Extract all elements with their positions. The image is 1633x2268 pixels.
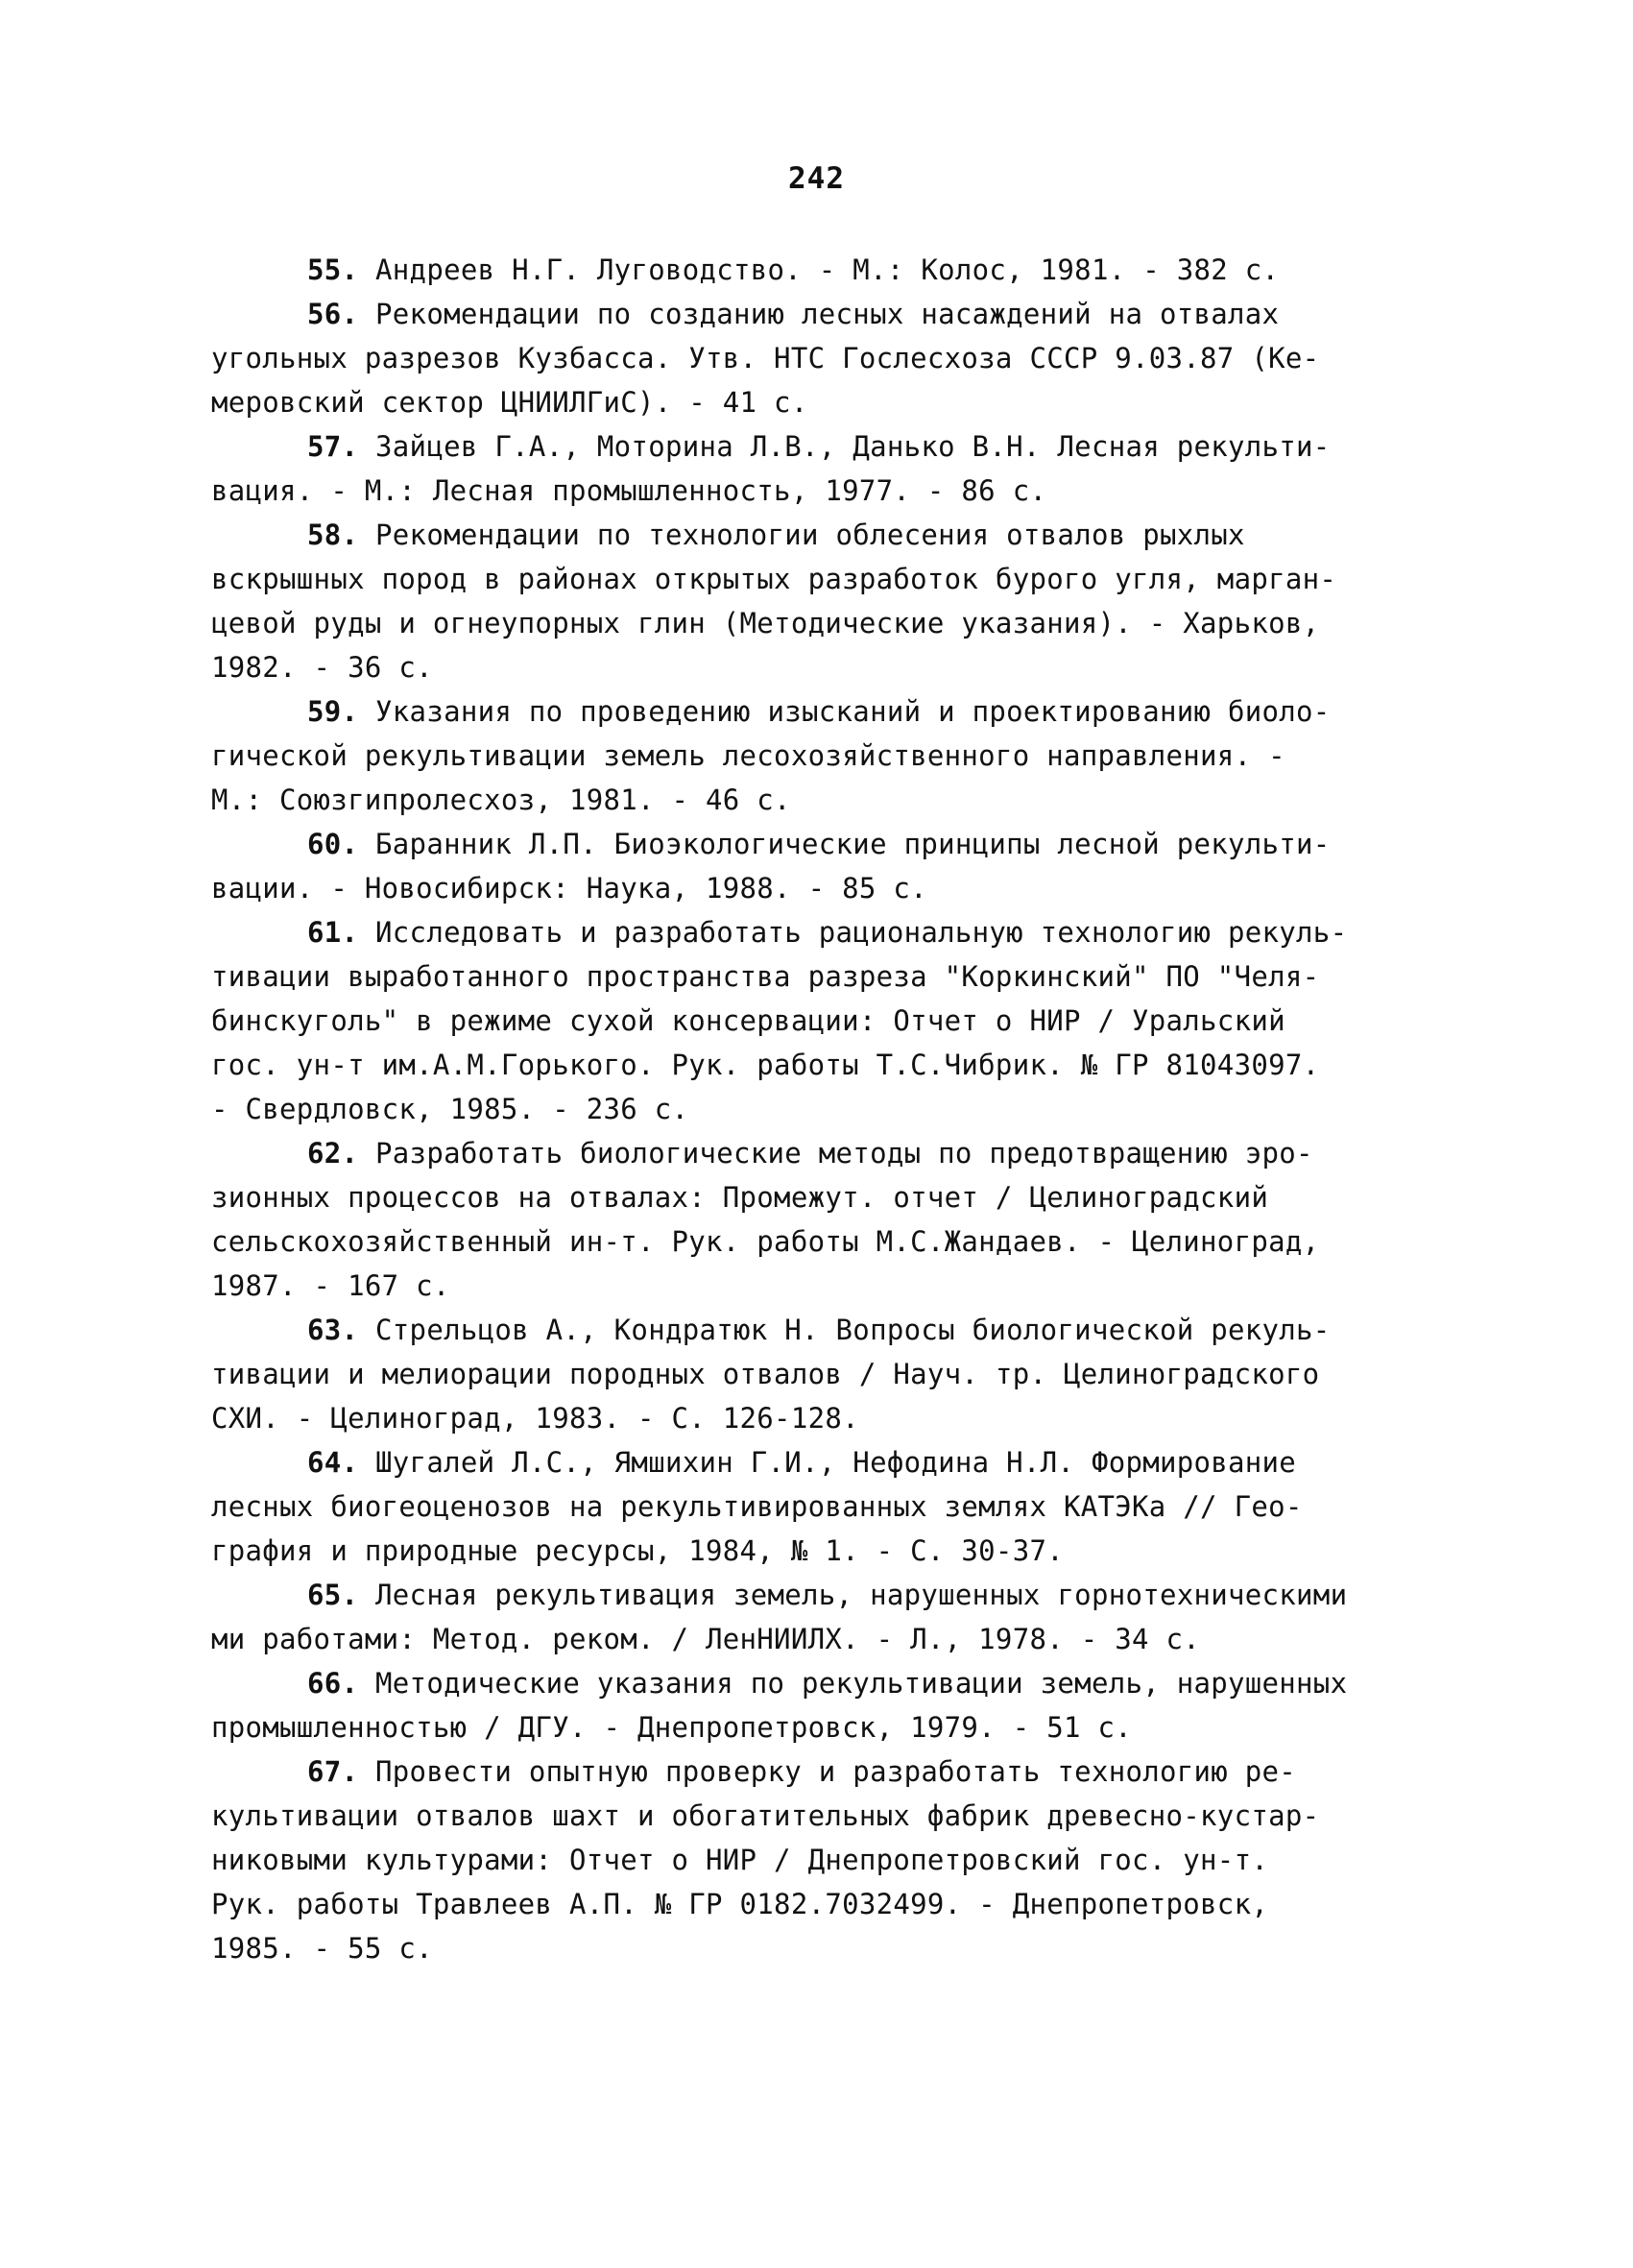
reference-line: сельскохозяйственный ин-т. Рук. работы М.С.Жандаев. - Целиноград, bbox=[211, 1225, 1320, 1258]
reference-line: 63. Стрельцов А., Кондратюк Н. Вопросы биологической рекуль- bbox=[307, 1314, 1331, 1346]
reference-line: М.: Союзгипролесхоз, 1981. - 46 с. bbox=[211, 784, 791, 816]
reference-number: 58. bbox=[307, 519, 359, 551]
reference-line: тивации выработанного пространства разреза "Коркинский" ПО "Челя- bbox=[211, 960, 1320, 993]
reference-number: 62. bbox=[307, 1137, 359, 1170]
reference-line: 61. Исследовать и разработать рациональную технологию рекуль- bbox=[307, 916, 1348, 949]
reference-line: 57. Зайцев Г.А., Моторина Л.В., Данько В.Н. Лесная рекульти- bbox=[307, 430, 1331, 463]
reference-line: 65. Лесная рекультивация земель, нарушенных горнотехническими bbox=[307, 1579, 1348, 1611]
reference-number: 64. bbox=[307, 1446, 359, 1479]
reference-line: 60. Баранник Л.П. Биоэкологические принципы лесной рекульти- bbox=[307, 828, 1331, 860]
reference-59 bbox=[211, 689, 1459, 822]
reference-line: цевой руды и огнеупорных глин (Методические указания). - Харьков, bbox=[211, 607, 1320, 639]
reference-line: 62. Разработать биологические методы по предотвращению эро- bbox=[307, 1137, 1313, 1170]
reference-number: 67. bbox=[307, 1755, 359, 1788]
reference-line: гос. ун-т им.А.М.Горького. Рук. работы Т.С.Чибрик. № ГР 81043097. bbox=[211, 1049, 1320, 1081]
reference-line: 67. Провести опытную проверку и разработать технологию ре- bbox=[307, 1755, 1297, 1788]
reference-line: зионных процессов на отвалах: Промежут. отчет / Целиноградский bbox=[211, 1181, 1269, 1214]
reference-64 bbox=[211, 1440, 1459, 1573]
reference-57 bbox=[211, 424, 1459, 513]
reference-63 bbox=[211, 1308, 1459, 1440]
reference-line: гической рекультивации земель лесохозяйственного направления. - bbox=[211, 739, 1285, 772]
reference-list bbox=[211, 248, 1459, 1970]
reference-line: культивации отвалов шахт и обогатительных фабрик древесно-кустар- bbox=[211, 1799, 1320, 1832]
reference-line: бинскуголь" в режиме сухой консервации: Отчет о НИР / Уральский bbox=[211, 1004, 1285, 1037]
reference-62 bbox=[211, 1131, 1459, 1308]
reference-line: промышленностью / ДГУ. - Днепропетровск, 1979. - 51 с. bbox=[211, 1711, 1133, 1744]
reference-line: 1982. - 36 с. bbox=[211, 651, 433, 684]
reference-line: 66. Методические указания по рекультивации земель, нарушенных bbox=[307, 1667, 1348, 1700]
reference-58 bbox=[211, 513, 1459, 689]
reference-line: Рук. работы Травлеев А.П. № ГР 0182.7032499. - Днепропетровск, bbox=[211, 1888, 1269, 1920]
page-number: 242 bbox=[788, 161, 845, 196]
reference-line: 55. Андреев Н.Г. Луговодство. - М.: Колос, 1981. - 382 с. bbox=[307, 253, 1280, 286]
reference-number: 65. bbox=[307, 1579, 359, 1611]
reference-number: 61. bbox=[307, 916, 359, 949]
reference-65 bbox=[211, 1573, 1459, 1661]
reference-line: меровский сектор ЦНИИЛГиС). - 41 с. bbox=[211, 386, 808, 419]
reference-line: 64. Шугалей Л.С., Ямшихин Г.И., Нефодина Н.Л. Формирование bbox=[307, 1446, 1297, 1479]
reference-number: 60. bbox=[307, 828, 359, 860]
reference-56 bbox=[211, 292, 1459, 424]
reference-line: 56. Рекомендации по созданию лесных насаждений на отвалах bbox=[307, 298, 1280, 330]
reference-66 bbox=[211, 1661, 1459, 1749]
reference-line: угольных разрезов Кузбасса. Утв. НТС Гослесхоза СССР 9.03.87 (Ке- bbox=[211, 342, 1320, 374]
reference-line: 58. Рекомендации по технологии облесения отвалов рыхлых bbox=[307, 519, 1245, 551]
reference-line: вскрышных пород в районах открытых разработок бурого угля, марган- bbox=[211, 563, 1337, 595]
reference-number: 66. bbox=[307, 1667, 359, 1700]
reference-line: 1985. - 55 с. bbox=[211, 1932, 433, 1965]
reference-67 bbox=[211, 1749, 1459, 1970]
reference-line: СХИ. - Целиноград, 1983. - С. 126-128. bbox=[211, 1402, 859, 1435]
reference-number: 59. bbox=[307, 695, 359, 728]
reference-line: вация. - М.: Лесная промышленность, 1977. - 86 с. bbox=[211, 474, 1047, 507]
reference-line: ми работами: Метод. реком. / ЛенНИИЛХ. - Л., 1978. - 34 с. bbox=[211, 1623, 1201, 1655]
reference-60 bbox=[211, 822, 1459, 910]
reference-line: 59. Указания по проведению изысканий и проектированию биоло- bbox=[307, 695, 1331, 728]
reference-61 bbox=[211, 910, 1459, 1131]
reference-line: тивации и мелиорации породных отвалов / Науч. тр. Целиноградского bbox=[211, 1358, 1320, 1390]
reference-line: вации. - Новосибирск: Наука, 1988. - 85 с. bbox=[211, 872, 927, 905]
reference-number: 55. bbox=[307, 253, 359, 286]
reference-line: 1987. - 167 с. bbox=[211, 1269, 450, 1302]
reference-line: графия и природные ресурсы, 1984, № 1. - С. 30-37. bbox=[211, 1534, 1064, 1567]
reference-number: 57. bbox=[307, 430, 359, 463]
reference-line: - Свердловск, 1985. - 236 с. bbox=[211, 1093, 689, 1125]
reference-line: никовыми культурами: Отчет о НИР / Днепропетровский гос. ун-т. bbox=[211, 1844, 1269, 1876]
reference-number: 56. bbox=[307, 298, 359, 330]
reference-line: лесных биогеоценозов на рекультивированных землях КАТЭКа // Гео- bbox=[211, 1490, 1303, 1523]
reference-number: 63. bbox=[307, 1314, 359, 1346]
reference-55 bbox=[211, 248, 1459, 292]
